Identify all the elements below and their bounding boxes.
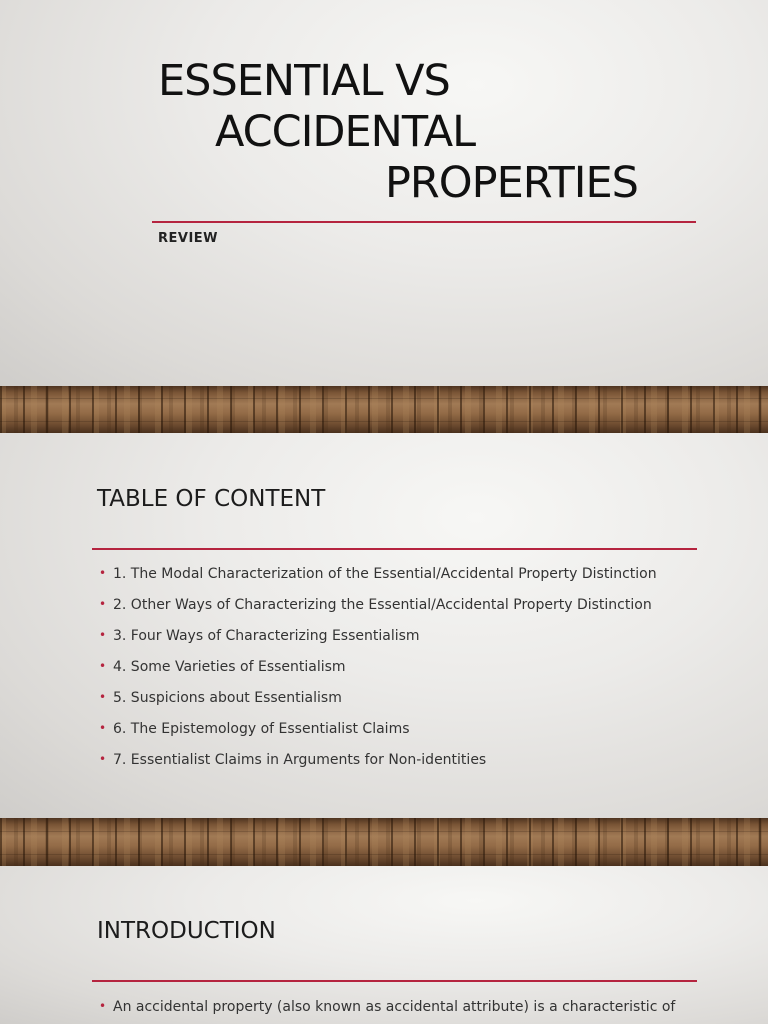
toc-item[interactable] bbox=[97, 628, 657, 659]
toc-item-text: 4. Some Varieties of Essentialism bbox=[113, 659, 346, 675]
subtitle: REVIEW bbox=[158, 231, 219, 246]
toc-item[interactable] bbox=[97, 597, 657, 628]
toc-item[interactable] bbox=[97, 690, 657, 721]
wood-floor-divider-1 bbox=[0, 386, 768, 433]
intro-divider bbox=[92, 980, 697, 982]
bullet-icon: • bbox=[99, 752, 107, 766]
intro-list bbox=[97, 999, 675, 1024]
title-slide bbox=[0, 0, 768, 386]
bullet-icon: • bbox=[99, 659, 107, 673]
toc-item-text: 1. The Modal Characterization of the Essential/Accidental Property Distinction bbox=[113, 566, 657, 582]
toc-item-text: 3. Four Ways of Characterizing Essentialism bbox=[113, 628, 420, 644]
toc-item-text: 6. The Epistemology of Essentialist Claims bbox=[113, 721, 410, 737]
toc-item[interactable] bbox=[97, 566, 657, 597]
bullet-icon: • bbox=[99, 566, 107, 580]
bullet-icon: • bbox=[99, 690, 107, 704]
intro-item[interactable] bbox=[97, 999, 675, 1024]
intro-item-text: An accidental property (also known as accidental attribute) is a characteristic of bbox=[113, 999, 676, 1015]
introduction-slide bbox=[0, 866, 768, 1024]
intro-heading: INTRODUCTION bbox=[97, 918, 276, 944]
toc-divider bbox=[92, 548, 697, 550]
toc-list bbox=[97, 566, 657, 783]
bullet-icon: • bbox=[99, 597, 107, 611]
title-line-2: ACCIDENTAL bbox=[215, 107, 476, 157]
toc-item-text: 7. Essentialist Claims in Arguments for Non-identities bbox=[113, 752, 487, 768]
table-of-content-slide bbox=[0, 433, 768, 818]
toc-item[interactable] bbox=[97, 721, 657, 752]
toc-item-text: 5. Suspicions about Essentialism bbox=[113, 690, 342, 706]
title-line-1: ESSENTIAL VS bbox=[158, 56, 450, 106]
title-line-3: PROPERTIES bbox=[385, 158, 638, 208]
toc-heading: TABLE OF CONTENT bbox=[97, 486, 326, 512]
title-divider bbox=[152, 221, 696, 223]
bullet-icon: • bbox=[99, 628, 107, 642]
bullet-icon: • bbox=[99, 721, 107, 735]
bullet-icon: • bbox=[99, 999, 107, 1013]
toc-item[interactable] bbox=[97, 659, 657, 690]
toc-item-text: 2. Other Ways of Characterizing the Essential/Accidental Property Distinction bbox=[113, 597, 652, 613]
wood-floor-divider-2 bbox=[0, 818, 768, 866]
toc-item[interactable] bbox=[97, 752, 657, 783]
